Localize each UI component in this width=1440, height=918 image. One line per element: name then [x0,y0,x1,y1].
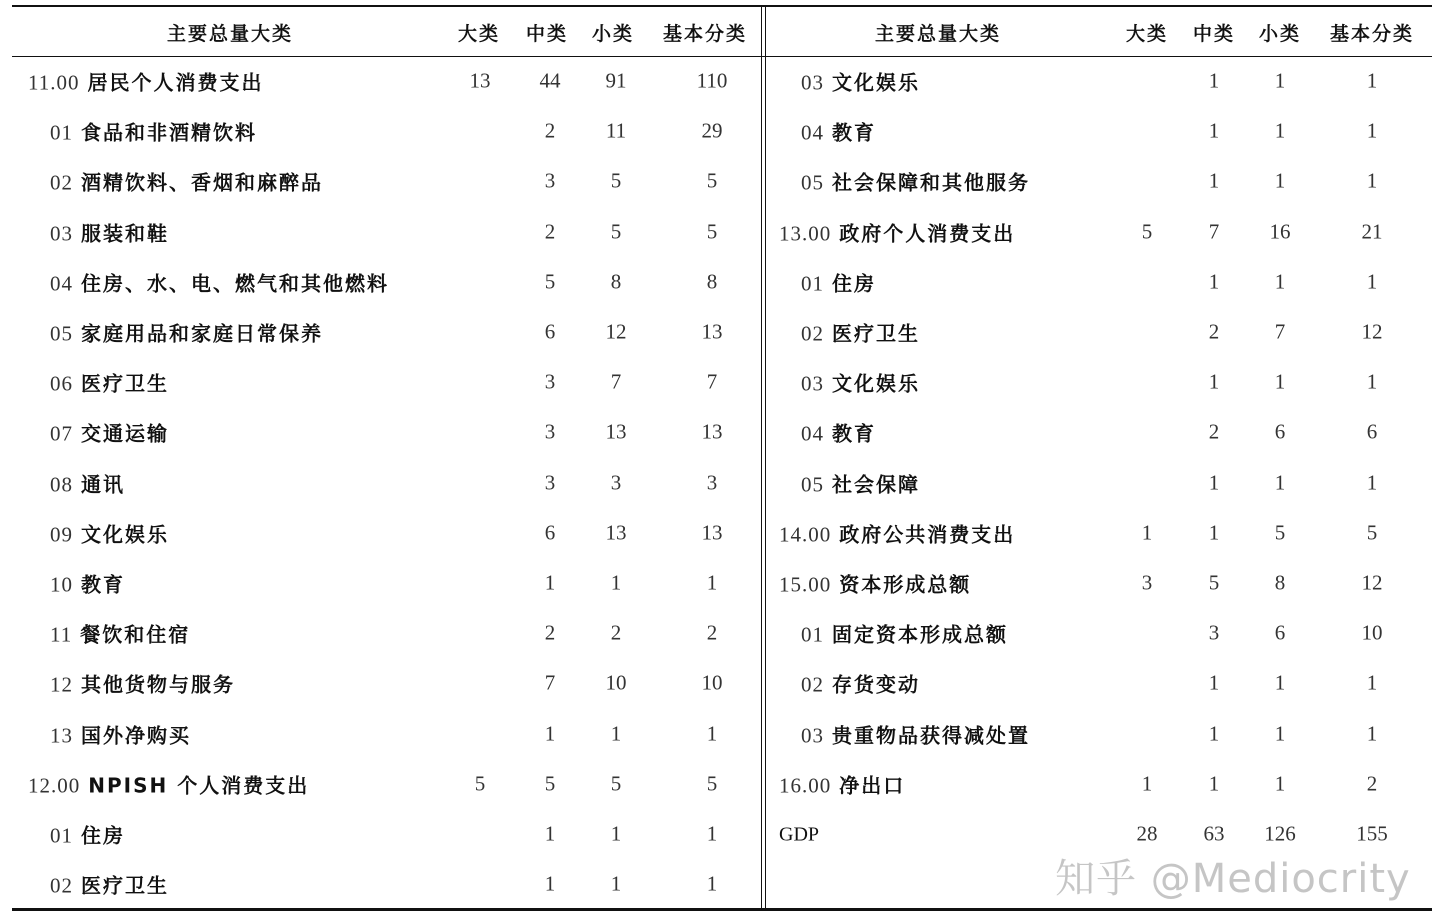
table-row [766,56,1432,106]
cell-major: 13 [469,68,491,93]
row-name: 存货变动 [832,672,920,697]
cell-minor: 6 [1274,419,1286,444]
cell-minor: 1 [1274,470,1286,495]
row-name: 医疗卫生 [81,371,169,396]
cell-basic: 1 [1366,118,1378,143]
table-row [766,106,1432,156]
row-name: 文化娱乐 [81,522,169,547]
row-label [50,468,125,497]
cell-minor: 12 [605,319,627,344]
row-code: 03 [801,723,824,748]
header-major: 大类 [457,22,501,45]
cell-basic: 1 [706,570,718,595]
row-code: 11.00 [28,70,80,95]
row-code: 02 [50,873,73,898]
row-label [28,67,263,96]
table-row [766,759,1432,809]
row-label [801,418,876,447]
cell-basic: 1 [1366,68,1378,93]
cell-major: 28 [1136,821,1158,846]
row-name: 住房 [832,271,876,296]
cell-basic: 1 [1366,470,1378,495]
cell-basic: 5 [706,219,718,244]
header-minor: 小类 [1258,22,1302,45]
row-name: 教育 [832,421,876,446]
row-label [50,117,257,146]
table-row [12,207,760,257]
cell-basic: 2 [1366,771,1378,796]
cell-minor: 7 [610,369,622,394]
row-code: 12.00 [28,773,81,798]
row-code: 01 [50,120,73,145]
table-row [12,56,760,106]
row-name: 居民个人消费支出 [87,70,264,95]
row-label [50,819,125,848]
cell-minor: 1 [610,721,622,746]
row-code: 01 [801,271,824,296]
table-row [12,608,760,658]
table-row [12,106,760,156]
row-name: 酒精饮料、香烟和麻醉品 [81,170,323,195]
row-code: 10 [50,572,73,597]
table-row [766,257,1432,307]
row-label [50,267,389,296]
row-label [801,669,920,698]
row-label [801,267,876,296]
row-name: 国外净购买 [81,723,191,748]
table-row [766,307,1432,357]
cell-minor: 13 [605,419,627,444]
row-code: 02 [801,672,824,697]
row-code: 13.00 [779,221,832,246]
header-medium: 中类 [1192,22,1236,45]
cell-basic: 2 [706,620,718,645]
cell-basic: 6 [1366,419,1378,444]
table-row [12,658,760,708]
table-row [766,708,1432,758]
cell-basic: 13 [701,319,723,344]
row-label [779,769,905,798]
row-label [50,518,169,547]
table-row [12,458,760,508]
cell-minor: 5 [1274,520,1286,545]
cell-minor: 1 [1274,721,1286,746]
cell-medium: 1 [544,721,556,746]
cell-minor: 16 [1269,219,1291,244]
cell-medium: 3 [544,168,556,193]
cell-minor: 6 [1274,620,1286,645]
row-code: 05 [50,321,73,346]
table-row [12,257,760,307]
cell-medium: 1 [1208,771,1220,796]
row-label [50,568,125,597]
cell-medium: 44 [539,68,561,93]
row-name: 家庭用品和家庭日常保养 [81,321,323,346]
table-header [12,8,760,56]
cell-medium: 2 [544,620,556,645]
cell-basic: 1 [706,721,718,746]
cell-medium: 3 [544,419,556,444]
cell-medium: 1 [544,821,556,846]
cell-minor: 1 [1274,369,1286,394]
header-medium: 中类 [525,22,569,45]
cell-basic: 10 [1361,620,1383,645]
row-label [28,769,309,798]
cell-medium: 1 [1208,168,1220,193]
table-row [12,558,760,608]
cell-basic: 1 [1366,168,1378,193]
cell-minor: 2 [610,620,622,645]
cell-minor: 1 [610,821,622,846]
row-label [801,719,1030,748]
cell-medium: 1 [1208,118,1220,143]
row-name: 餐饮和住宿 [80,622,191,647]
row-code: 04 [801,421,824,446]
cell-basic: 5 [706,771,718,796]
cell-basic: 110 [696,68,728,93]
row-label [50,368,169,397]
cell-medium: 5 [544,269,556,294]
row-code: 02 [801,321,824,346]
cell-minor: 5 [610,219,622,244]
left-table [12,8,760,909]
cell-minor: 1 [1274,118,1286,143]
cell-minor: 5 [610,168,622,193]
row-code: 11 [50,622,73,647]
header-minor: 小类 [591,22,635,45]
row-name: 交通运输 [81,421,169,446]
top-rule [12,5,1432,7]
row-name: 固定资本形成总额 [832,622,1008,647]
cell-basic: 1 [1366,670,1378,695]
cell-medium: 1 [544,570,556,595]
row-name: 教育 [81,572,125,597]
row-name: 住房、水、电、燃气和其他燃料 [81,271,389,296]
cell-medium: 7 [544,670,556,695]
cell-basic: 3 [706,470,718,495]
row-label [801,117,876,146]
row-name: 医疗卫生 [81,873,169,898]
cell-minor: 13 [605,520,627,545]
cell-major: 5 [474,771,486,796]
table-row [12,809,760,859]
row-name: 社会保障 [832,472,920,497]
table-row [766,407,1432,457]
row-code: 03 [801,70,824,95]
row-code: 14.00 [779,522,832,547]
header-basic: 基本分类 [1329,22,1415,45]
cell-medium: 1 [544,871,556,896]
cell-basic: 1 [1366,369,1378,394]
watermark: 知乎 @Mediocrity [1055,856,1411,902]
cell-minor: 1 [610,570,622,595]
row-code: 07 [50,421,73,446]
row-label [50,318,323,347]
row-name: NPISH 个人消费支出 [88,773,310,798]
cell-medium: 3 [1208,620,1220,645]
cell-minor: 1 [610,871,622,896]
row-code: 03 [801,371,824,396]
row-name: 通讯 [81,472,125,497]
row-name: 文化娱乐 [832,371,920,396]
table-row [766,207,1432,257]
table-header [766,8,1432,56]
cell-minor: 1 [1274,269,1286,294]
cell-minor: 1 [1274,771,1286,796]
table-row [766,156,1432,206]
row-label [801,619,1008,648]
cell-medium: 1 [1208,520,1220,545]
cell-major: 1 [1141,771,1153,796]
row-name: GDP [779,823,820,846]
row-code: 04 [50,271,73,296]
cell-basic: 21 [1361,219,1383,244]
row-label [779,568,971,597]
cell-minor: 10 [605,670,627,695]
cell-minor: 11 [605,118,627,143]
cell-medium: 1 [1208,68,1220,93]
cell-minor: 1 [1274,68,1286,93]
row-label [779,217,1015,246]
cell-basic: 1 [706,871,718,896]
cell-basic: 155 [1356,821,1388,846]
row-label [50,870,169,899]
row-label [50,619,190,648]
row-code: 01 [50,823,73,848]
cell-minor: 1 [1274,670,1286,695]
cell-minor: 126 [1264,821,1296,846]
column-divider [761,6,762,910]
table-row [766,357,1432,407]
cell-minor: 8 [610,269,622,294]
cell-medium: 6 [544,319,556,344]
table-row [12,357,760,407]
row-code: 16.00 [779,773,832,798]
row-name: 住房 [81,823,125,848]
cell-minor: 7 [1274,319,1286,344]
cell-medium: 5 [1208,570,1220,595]
header-basic: 基本分类 [662,22,748,45]
table-row [12,508,760,558]
cell-medium: 5 [544,771,556,796]
cell-basic: 29 [701,118,723,143]
row-code: 05 [801,170,824,195]
row-label [50,167,323,196]
table-row [766,508,1432,558]
row-label [801,167,1030,196]
row-code: 13 [50,723,73,748]
row-label [50,418,169,447]
row-name: 其他货物与服务 [81,672,235,697]
cell-medium: 1 [1208,269,1220,294]
row-code: 02 [50,170,73,195]
cell-basic: 7 [706,369,718,394]
cell-medium: 3 [544,470,556,495]
right-table [766,8,1432,859]
row-name: 资本形成总额 [839,572,972,597]
row-label [801,368,920,397]
cell-basic: 1 [1366,269,1378,294]
table-row [12,708,760,758]
cell-basic: 13 [701,520,723,545]
row-name: 食品和非酒精饮料 [81,120,257,145]
table-row [12,859,760,909]
cell-basic: 5 [1366,520,1378,545]
row-name: 服装和鞋 [81,221,169,246]
cell-medium: 2 [1208,419,1220,444]
row-name: 净出口 [839,773,906,798]
table-row [12,156,760,206]
table-row [766,658,1432,708]
cell-medium: 2 [1208,319,1220,344]
row-name: 贵重物品获得减处置 [832,723,1030,748]
table-row [12,407,760,457]
table-row [12,759,760,809]
cell-medium: 3 [544,369,556,394]
cell-medium: 6 [544,520,556,545]
row-label [50,217,169,246]
row-label [50,719,191,748]
row-label [779,821,819,846]
table-row [766,458,1432,508]
table-row [766,608,1432,658]
cell-minor: 3 [610,470,622,495]
row-name: 医疗卫生 [832,321,920,346]
table-row [766,809,1432,859]
row-code: 03 [50,221,73,246]
cell-major: 5 [1141,219,1153,244]
row-name: 政府个人消费支出 [839,221,1016,246]
table-body [12,56,760,909]
cell-basic: 1 [1366,721,1378,746]
row-code: 15.00 [779,572,832,597]
row-label [779,518,1015,547]
row-label [801,318,920,347]
row-label [801,67,920,96]
row-code: 12 [50,672,73,697]
cell-minor: 8 [1274,570,1286,595]
table-row [12,307,760,357]
cell-medium: 1 [1208,670,1220,695]
row-code: 06 [50,371,73,396]
row-code: 09 [50,522,73,547]
cell-basic: 10 [701,670,723,695]
row-name: 社会保障和其他服务 [832,170,1030,195]
cell-basic: 12 [1361,570,1383,595]
cell-basic: 8 [706,269,718,294]
header-category: 主要总量大类 [166,22,294,45]
table-body [766,56,1432,859]
cell-medium: 1 [1208,369,1220,394]
row-name: 教育 [832,120,876,145]
header-major: 大类 [1125,22,1169,45]
cell-medium: 1 [1208,721,1220,746]
cell-basic: 12 [1361,319,1383,344]
cell-medium: 2 [544,219,556,244]
row-code: 08 [50,472,73,497]
cell-major: 3 [1141,570,1153,595]
row-name: 文化娱乐 [832,70,920,95]
row-code: 01 [801,622,824,647]
row-code: 05 [801,472,824,497]
cell-medium: 7 [1208,219,1220,244]
cell-basic: 13 [701,419,723,444]
cell-major: 1 [1141,520,1153,545]
row-name: 政府公共消费支出 [839,522,1016,547]
cell-medium: 1 [1208,470,1220,495]
cell-basic: 1 [706,821,718,846]
cell-medium: 63 [1203,821,1225,846]
cell-minor: 5 [610,771,622,796]
row-label [50,669,235,698]
cell-medium: 2 [544,118,556,143]
cell-minor: 91 [605,68,627,93]
header-category: 主要总量大类 [874,22,1002,45]
cell-minor: 1 [1274,168,1286,193]
cell-basic: 5 [706,168,718,193]
row-label [801,468,920,497]
row-code: 04 [801,120,824,145]
table-row [766,558,1432,608]
